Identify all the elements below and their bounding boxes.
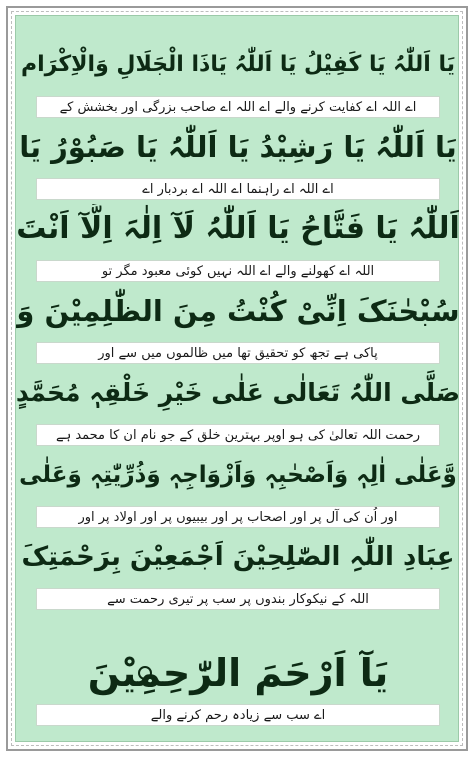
urdu-translation-3: اللہ اے کھولنے والے اے اللہ نہیں کوئی معبود مگر تو	[36, 260, 440, 282]
urdu-translation-8: اے سب سے زیادہ رحم کرنے والے	[36, 704, 440, 726]
arabic-line-1: یَا اَللّٰہُ یَا کَفِیْلُ یَا اَللّٰہُ یَاذَا الْجَلَالِ وَالْاِکْرَام	[21, 52, 455, 77]
arabic-line-8: یَآ اَرْحَمَ الرّٰحِمِیْنَ	[87, 651, 389, 695]
prayer-page	[15, 15, 459, 742]
arabic-line-2: یَا اَللّٰہُ یَا رَشِیْدُ یَا اَللّٰہُ یَا صَبُوْرُ یَا	[19, 130, 457, 164]
urdu-translation-4: پاکی ہے تجھ کو تحقیق تھا میں ظالموں میں سے اور	[36, 342, 440, 364]
arabic-line-7: عِبَادِ اللّٰہِ الصّٰلِحِیْنَ اَجْمَعِیْنَ بِرَحْمَتِکَ	[21, 542, 455, 572]
urdu-translation-2: اے اللہ اے راہنما اے اللہ اے بردبار اے	[36, 178, 440, 200]
urdu-translation-6: اور اُن کی آل پر اور اصحاب پر اور بیبیوں پر اور اولاد پر اور	[36, 506, 440, 528]
urdu-translation-5: رحمت اللہ تعالیٰ کی ہو اوپر بہترین خلق کے جو نام ان کا محمد ہے	[36, 424, 440, 446]
urdu-translation-7: اللہ کے نیکوکار بندوں پر سب پر تیری رحمت سے	[36, 588, 440, 610]
arabic-line-4: سُبْحٰنَکَ اِنِّیْ کُنْتُ مِنَ الظّٰلِمِیْنَ وَ	[16, 294, 460, 328]
arabic-line-3: اَللّٰہُ یَا فَتَّاحُ یَا اَللّٰہُ لَآ اِلٰہَ اِلَّآ اَنْتَ	[16, 211, 460, 246]
arabic-line-6: وَّعَلٰی اٰلِہٖ وَاَصْحٰبِہٖ وَاَزْوَاجِہٖ وَذُرِّیّٰتِہٖ وَعَلٰی	[19, 462, 457, 488]
arabic-line-5: صَلَّی اللّٰہُ تَعَالٰی عَلٰی خَیْرِ خَلْقِہٖ مُحَمَّدٍ	[16, 378, 460, 407]
urdu-translation-1: اے اللہ اے کفایت کرنے والے اے اللہ اے صاحب بزرگی اور بخشش کے	[36, 96, 440, 118]
